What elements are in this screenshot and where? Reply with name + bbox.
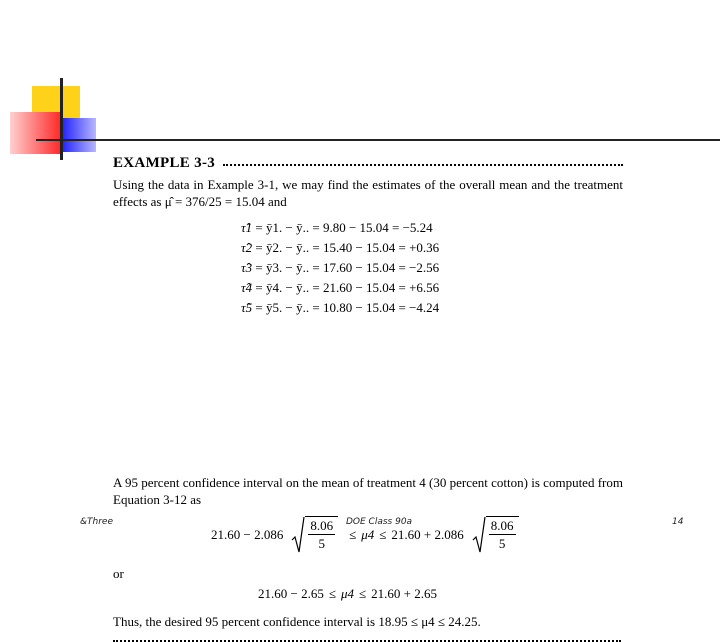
estimate-value: 10.80 − 15.04 = −4.24	[322, 300, 440, 315]
fraction-denominator: 5	[318, 536, 325, 551]
grand-mean: ȳ..	[296, 260, 310, 275]
intro-paragraph: Using the data in Example 3-1, we may find the estimates of the overall mean and the treatment effects as μ̂ = 376/25 = 15.04 and	[113, 177, 623, 209]
estimate-symbol: τ̂5	[241, 300, 253, 315]
estimate-value: 9.80 − 15.04 = −5.24	[322, 220, 433, 235]
heading-dotted-leader	[223, 160, 623, 166]
radical-sign-icon	[291, 516, 305, 554]
estimate-symbol: τ̂4	[241, 280, 253, 295]
estimate-value: 17.60 − 15.04 = −2.56	[322, 260, 440, 275]
estimate-value: 15.40 − 15.04 = +0.36	[322, 240, 440, 255]
example-title: EXAMPLE 3-3	[113, 155, 216, 171]
treatment-mean: ȳ1.	[266, 220, 283, 235]
ci-left-term: 21.60 − 2.086	[211, 527, 284, 542]
less-equal-symbol: ≤	[349, 527, 357, 542]
estimate-row: τ̂5 = ȳ5. − ȳ.. = 10.80 − 15.04 = −4.24	[241, 300, 440, 315]
less-equal-symbol: ≤	[359, 586, 367, 601]
estimate-symbol: τ̂3	[241, 260, 253, 275]
estimate-value: 21.60 − 15.04 = +6.56	[322, 280, 440, 295]
ci-right-term: 21.60 + 2.086	[391, 527, 464, 542]
estimate-row: τ̂4 = ȳ4. − ȳ.. = 21.60 − 15.04 = +6.56	[241, 280, 440, 295]
less-equal-symbol: ≤	[328, 586, 336, 601]
treatment-mean: ȳ2.	[266, 240, 283, 255]
slide-page-number: 14	[672, 517, 684, 527]
treatment-mean: ȳ4.	[266, 280, 283, 295]
estimate-row: τ̂3 = ȳ3. − ȳ.. = 17.60 − 15.04 = −2.56	[241, 260, 440, 275]
slide-header-rule	[36, 139, 720, 141]
decorative-red-rectangle	[10, 112, 60, 154]
mu-symbol: μ4	[340, 586, 355, 601]
estimate-row: τ̂1 = ȳ1. − ȳ.. = 9.80 − 15.04 = −5.24	[241, 220, 433, 235]
decorative-blue-square	[62, 118, 96, 152]
fraction	[486, 516, 519, 554]
fraction-numerator: 8.06	[310, 518, 334, 533]
fraction	[305, 516, 338, 554]
or-connector: or	[113, 566, 124, 581]
ci-left-term: 21.60 − 2.65	[258, 586, 324, 601]
grand-mean: ȳ..	[296, 300, 310, 315]
confidence-interval-paragraph: A 95 percent confidence interval on the mean of treatment 4 (30 percent cotton) is computed from Equation 3-12 as	[113, 475, 623, 507]
decorative-vertical-rule	[60, 78, 63, 160]
estimate-row: τ̂2 = ȳ2. − ȳ.. = 15.40 − 15.04 = +0.36	[241, 240, 440, 255]
simplified-confidence-interval	[258, 586, 437, 602]
square-root	[291, 516, 338, 554]
fraction-denominator: 5	[498, 536, 506, 551]
estimate-symbol: τ̂2	[241, 240, 253, 255]
fraction-numerator: 8.06	[490, 518, 514, 533]
less-equal-symbol: ≤	[379, 527, 387, 542]
grand-mean: ȳ..	[296, 240, 310, 255]
grand-mean: ȳ..	[296, 280, 310, 295]
footer-left-text: &Three	[80, 517, 113, 527]
footer-course-title: DOE Class 90a	[346, 517, 413, 527]
treatment-effect-estimates	[241, 218, 439, 318]
treatment-mean: ȳ5.	[266, 300, 283, 315]
treatment-mean: ȳ3.	[266, 260, 283, 275]
grand-mean: ȳ..	[296, 220, 310, 235]
example-heading	[113, 152, 623, 172]
square-root	[472, 516, 519, 554]
radical-sign-icon	[472, 516, 486, 554]
conclusion-paragraph: Thus, the desired 95 percent confidence interval is 18.95 ≤ μ4 ≤ 24.25.	[113, 614, 481, 629]
ci-right-term: 21.60 + 2.65	[371, 586, 437, 601]
estimate-symbol: τ̂1	[241, 220, 253, 235]
mu-symbol: μ4	[361, 527, 375, 542]
